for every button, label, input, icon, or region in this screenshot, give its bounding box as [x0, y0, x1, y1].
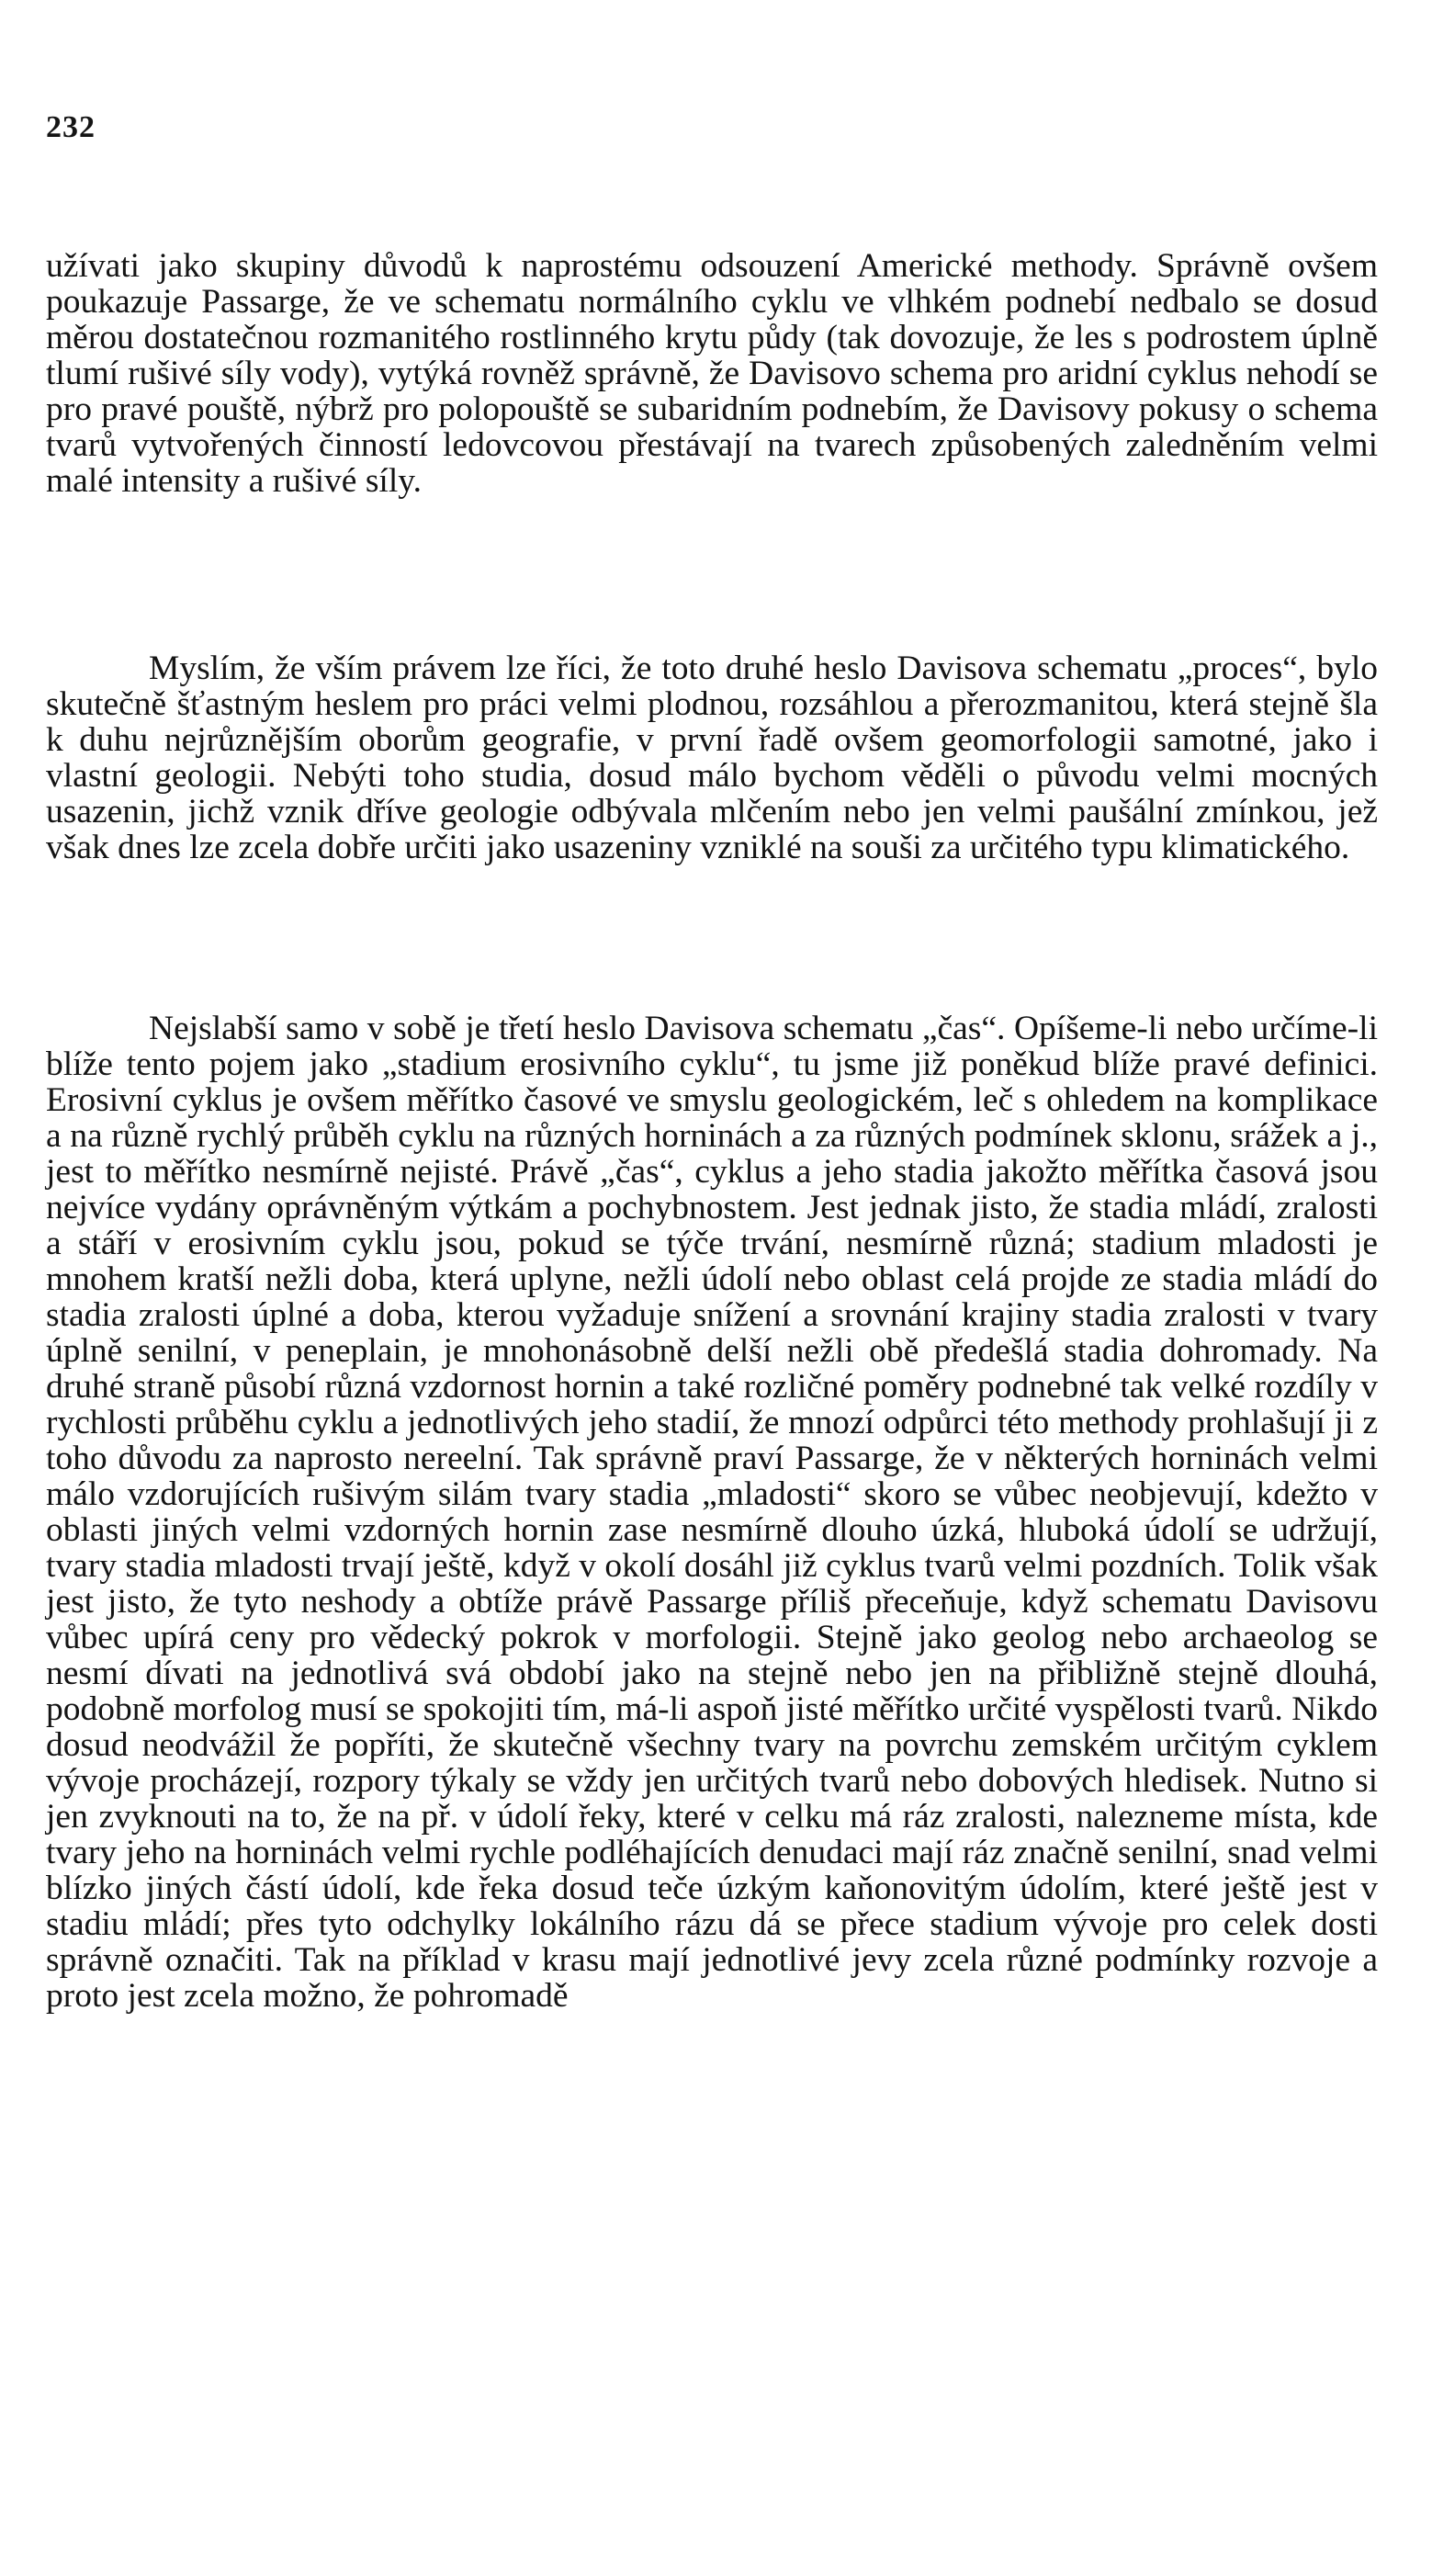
paragraph-1: užívati jako skupiny důvodů k naprostému odsouzení Americké methody. Správně ovšem poukazuje Passarge, že ve schematu normálního cyklu ve vlhkém podnebí nedbalo se dosud měrou dostatečnou rozmanitého rostlinného krytu půdy (tak dovozuje, že les s podrostem úplně tlumí rušivé síly vody), vytýká rovněž správně, že Davisovo schema pro aridní cyklus nehodí se pro pravé pouště, nýbrž pro polopouště se subaridním podnebím, že Davisovy pokusy o schema tvarů vytvořených činností ledovcovou přestávají na tvarech způsobených zaledněním velmi malé intensity a rušivé síly.: [46, 246, 1378, 500]
paragraph-2: Myslím, že vším právem lze říci, že toto druhé heslo Davisova schematu „proces“, bylo skutečně šťastným heslem pro práci velmi plodnou, rozsáhlou a přerozmanitou, která stejně šla k duhu nejrůznějším oborům geografie, v první řadě ovšem geomorfologii samotné, jako i vlastní geologii. Nebýti toho studia, dosud málo bychom věděli o původu velmi mocných usazenin, jichž vznik dříve geologie odbývala mlčením nebo jen velmi paušální zmínkou, jež však dnes lze zcela dobře určiti jako usazeniny vzniklé na souši za určitého typu klimatického.: [46, 649, 1378, 866]
page-number: 232: [46, 110, 96, 144]
paragraph-3: Nejslabší samo v sobě je třetí heslo Davisova schematu „čas“. Opíšeme-li nebo určíme-li blíže tento pojem jako „stadium erosivního cyklu“, tu jsme již poněkud blíže pravé definici. Erosivní cyklus je ovšem měřítko časové ve smyslu geologickém, leč s ohledem na komplikace a na různě rychlý průběh cyklu na různých horninách a za různých podmínek sklonu, srážek a j., jest to měřítko nesmírně nejisté. Právě „čas“, cyklus a jeho stadia jakožto měřítka časová jsou nejvíce vydány oprávněným výtkám a pochybnostem. Jest jednak jisto, že stadia mládí, zralosti a stáří v erosivním cyklu jsou, pokud se týče trvání, nesmírně různá; stadium mladosti je mnohem kratší nežli doba, která uplyne, nežli údolí nebo oblast celá projde ze stadia mládí do stadia zralosti úplné a doba, kterou vyžaduje snížení a srovnání krajiny stadia zralosti v tvary úplně senilní, v peneplain, je mnohonásobně delší nežli obě předešlá stadia dohromady. Na druhé straně působí různá vzdornost hornin a také rozličné poměry podnebné tak velké rozdíly v rychlosti průběhu cyklu a jednotlivých jeho stadií, že mnozí odpůrci této methody prohlašují ji z toho důvodu za naprosto nereelní. Tak správně praví Passarge, že v některých horninách velmi málo vzdorujících rušivým silám tvary stadia „mladosti“ skoro se vůbec neobjevují, kdežto v oblasti jiných velmi vzdorných hornin zase nesmírně dlouho úzká, hluboká údolí se udržují, tvary stadia mladosti trvají ještě, když v okolí dosáhl již cyklus tvarů velmi pozdních. Tolik však jest jisto, že tyto neshody a obtíže právě Passarge příliš přeceňuje, když schematu Davisovu vůbec upírá ceny pro vědecký pokrok v morfologii. Stejně jako geolog nebo archaeolog se nesmí dívati na jednotlivá svá období jako na stejně nebo jen na přibližně stejně dlouhá, podobně morfolog musí se spokojiti tím, má-li aspoň jisté měřítko určité vyspělosti tvarů. Nikdo dosud neodvážil že popříti, že skutečně všechny tvary na povrchu zemském určitým cyklem vývoje procházejí, rozpory týkaly se vždy jen určitých tvarů nebo dobových hledisek. Nutno si jen zvyknouti na to, že na př. v údolí řeky, které v celku má ráz zralosti, nalezneme místa, kde tvary jeho na horninách velmi rychle podléhajících denudaci mají ráz značně senilní, snad velmi blízko jiných částí údolí, kde řeka dosud teče úzkým kaňonovitým údolím, které ještě jest v stadiu mládí; přes tyto odchylky lokálního rázu dá se přece stadium vývoje pro celek dosti správně označiti. Tak na příklad v krasu mají jednotlivé jevy zcela různé podmínky rozvoje a proto jest zcela možno, že pohromadě: [46, 1009, 1378, 2015]
